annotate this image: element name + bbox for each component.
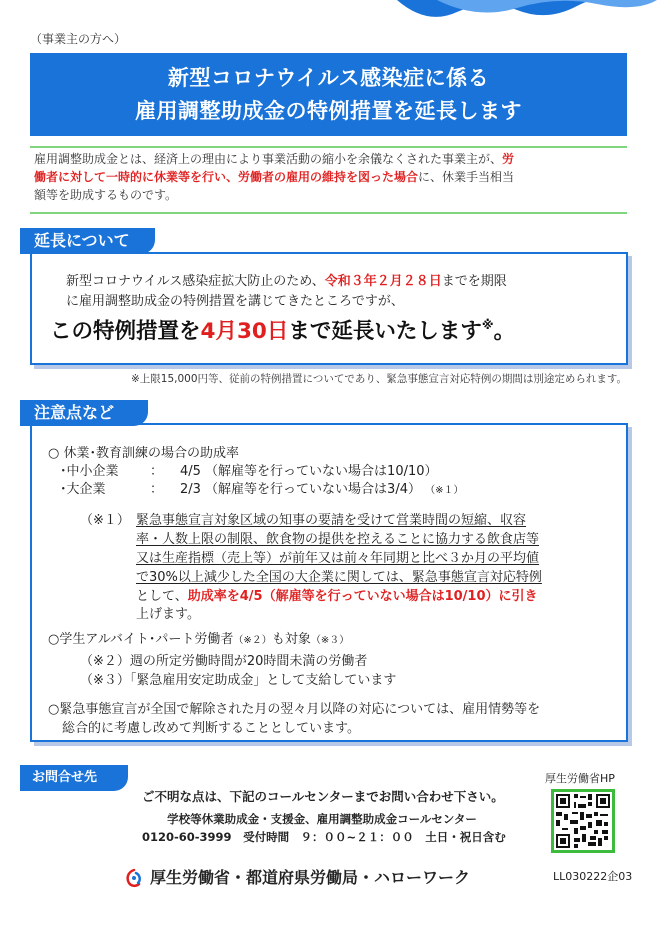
large-rate [180,481,464,500]
sme-label: ･中小企業 [60,464,119,479]
lift-line-2: 総合的に考慮し改めて判断することとしています。 [62,721,360,736]
sme-colon: ： [150,464,164,479]
section-tab-notes: 注意点など [20,400,148,426]
student-ref-3: （※３） [310,635,350,646]
extension-line-1-text: 新型コロナウイルス感染症拡大防止のため、 [66,274,325,289]
note-1-line-5-pre: として、 [136,589,188,604]
note-3: （※３）「緊急雇用安定助成金」として支給しています [80,673,397,688]
note-1-rate-increase: 助成率を4/5（解雇等を行っていない場合は10/10）に引き [187,589,538,604]
extension-headline-end: 。 [493,319,516,344]
document-code: LL030222企03 [553,870,633,883]
large-rate-ref: （※１） [425,485,464,496]
notes-box [30,423,628,742]
extension-headline [50,314,515,345]
extension-headline-post: まで延長いたします [288,319,482,344]
contact-question: ご不明な点は、下記のコールセンターまでお問い合わせ下さい。 [142,789,504,804]
student-ref-2: （※２） [233,635,272,646]
title-banner [30,53,627,136]
student-text: ○学生アルバイト･パート労働者 [48,632,234,647]
ministry-hp-label: 厚生労働省HP [545,772,615,785]
extension-line-1 [66,270,507,289]
note-1-line-3: 又は生産指標（売上等）が前年又は前々年同期と比べ３か月の平均値 [136,551,540,566]
intro-text-3: 額等を助成するものです。 [34,188,178,202]
large-rate-text: 2/3 （解雇等を行っていない場合は3/4） [180,482,421,497]
large-label: ･大企業 [60,482,106,497]
note-1-line-5 [136,588,538,606]
ministry-logo-icon [124,868,144,890]
intro-highlight-a: 労 [502,152,515,166]
extension-line-1-end: までを期限 [441,274,507,289]
note-1-mark: （※１） [80,513,130,528]
extension-footnote: ※上限15,000円等、従前の特例措置についてであり、緊急事態宣言対応特例の期間は別途定められます。 [131,373,627,385]
header-wave-decoration [397,0,657,26]
rate-heading: ○ 休業･教育訓練の場合の助成率 [48,446,239,461]
ministry-footer: 厚生労働省・都道府県労働局・ハローワーク [150,868,471,887]
title-line-1: 新型コロナウイルス感染症に係る [167,66,490,90]
student-line [48,631,349,650]
extension-old-deadline: 令和３年２月２８日 [324,274,442,289]
extension-line-2: に雇用調整助成金の特例措置を講じてきたところですが、 [66,294,404,309]
large-colon: ： [150,482,164,497]
extension-footnote-mark: ※ [481,318,494,332]
intro-text-2: に、休業手当相当 [418,170,515,184]
intro-text-1: 雇用調整助成金とは、経済上の理由により事業活動の縮小を余儀なくされた事業主が、 [34,152,503,166]
extension-headline-pre: この特例措置を [50,319,201,344]
intro-highlight-b: 働者に対して一時的に休業等を行い、労働者の雇用の維持を図った場合 [34,170,419,184]
section-tab-extension: 延長について [20,228,155,254]
note-2: （※２）週の所定労働時間が20時間未満の労働者 [80,654,368,669]
lift-line-1: ○緊急事態宣言が全国で解除された月の翌々月以降の対応については、雇用情勢等を [48,702,541,717]
audience-label: （事業主の方へ） [30,32,127,46]
sme-rate: 4/5 （解雇等を行っていない場合は10/10） [180,464,438,479]
extension-new-deadline: 4月30日 [200,319,289,344]
note-1-line-2: 率・人数上限の制限、飲食物の提供を控えることに協力する飲食店等 [136,532,540,547]
contact-center-name: 学校等休業助成金・支援金、雇用調整助成金コールセンター [167,812,477,826]
note-1-line-4: で30%以上減少した全国の大企業に関しては、緊急事態宣言対応特例 [136,570,542,585]
qr-code-icon[interactable] [551,789,615,853]
note-1-line-1: 緊急事態宣言対象区域の知事の要請を受けて営業時間の短縮、収容 [136,513,527,528]
section-tab-contact: お問合せ先 [20,765,128,791]
extension-box [30,252,628,365]
student-text-mid: も対象 [271,632,311,647]
note-1-line-6: 上げます。 [136,607,200,622]
contact-phone-hours[interactable]: 0120-60-3999 受付時間 ９：００~２１：００ 土日・祝日含む [142,830,506,844]
intro-paragraph [30,148,627,214]
title-line-2: 雇用調整助成金の特例措置を延長します [135,99,522,123]
